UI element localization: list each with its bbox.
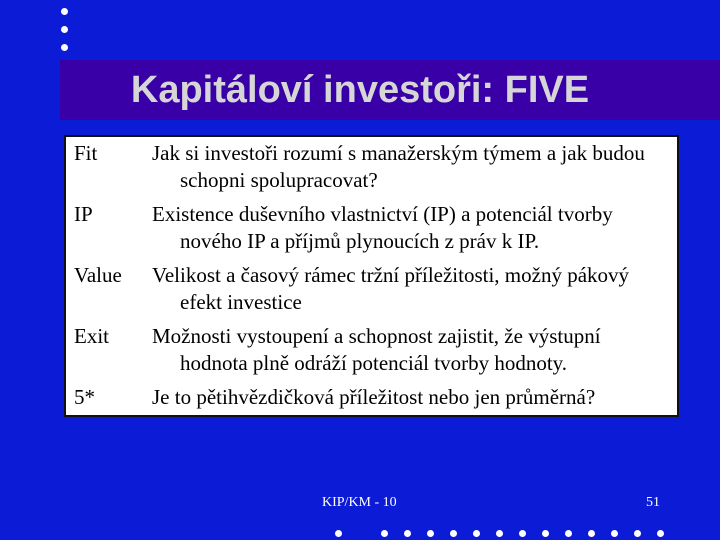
decorative-dot	[427, 530, 434, 537]
row-description	[152, 136, 678, 198]
row-label: Fit	[74, 141, 98, 165]
row-description-text: Existence duševního vlastnictví (IP) a potenciál tvorby nového IP a příjmů plynoucích z práv k IP.	[152, 202, 613, 253]
decorative-dot	[542, 530, 549, 537]
row-label: Exit	[74, 324, 109, 348]
decorative-dot	[473, 530, 480, 537]
decorative-dot	[634, 530, 641, 537]
decorative-dot	[335, 530, 342, 537]
table-row	[65, 259, 678, 320]
decorative-dot	[611, 530, 618, 537]
table-row	[65, 320, 678, 381]
decorative-dot	[519, 530, 526, 537]
decorative-dot	[61, 8, 68, 15]
table-row	[65, 381, 678, 416]
row-label: IP	[74, 202, 93, 226]
table-row	[65, 198, 678, 259]
decorative-dot	[381, 530, 388, 537]
criteria-table	[64, 135, 679, 417]
table-row	[65, 136, 678, 198]
decorative-dot	[657, 530, 664, 537]
row-description-text: Jak si investoři rozumí s manažerským týmem a jak budou schopni spolupracovat?	[152, 141, 645, 192]
row-description	[152, 381, 678, 416]
row-description	[152, 259, 678, 320]
row-label: Value	[74, 263, 122, 287]
slide-number: 51	[646, 495, 660, 510]
row-description	[152, 320, 678, 381]
decorative-dot	[61, 44, 68, 51]
row-description	[152, 198, 678, 259]
row-description-text: Velikost a časový rámec tržní příležitosti, možný pákový efekt investice	[152, 263, 630, 314]
row-label: 5*	[74, 385, 95, 409]
row-description-text: Je to pětihvězdičková příležitost nebo jen průměrná?	[152, 385, 596, 409]
top-dot-decoration	[60, 0, 70, 60]
footer-course-code: KIP/KM - 10	[322, 495, 397, 510]
bottom-dot-decoration	[0, 527, 720, 540]
decorative-dot	[565, 530, 572, 537]
decorative-dot	[496, 530, 503, 537]
row-description-text: Možnosti vystoupení a schopnost zajistit, že výstupní hodnota plně odráží potenciál tvorby hodnoty.	[152, 324, 601, 375]
slide-title: Kapitáloví investoři: FIVE	[130, 69, 590, 111]
decorative-dot	[450, 530, 457, 537]
decorative-dot	[61, 26, 68, 33]
decorative-dot	[404, 530, 411, 537]
decorative-dot	[588, 530, 595, 537]
